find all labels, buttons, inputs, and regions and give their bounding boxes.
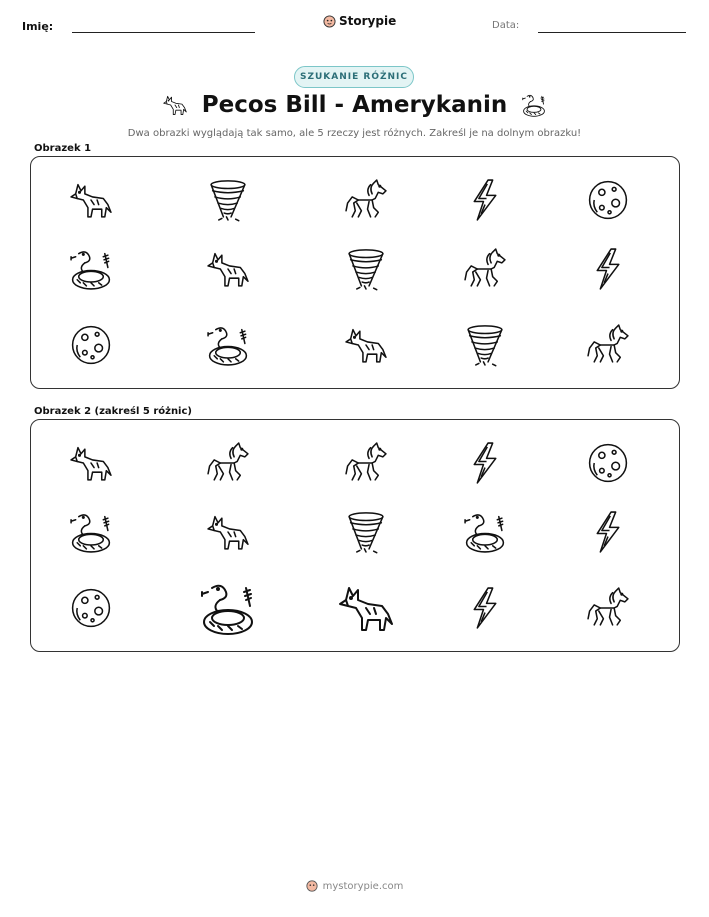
lightning-icon[interactable] bbox=[455, 578, 515, 638]
tornado-icon bbox=[198, 170, 258, 230]
lightning-icon[interactable] bbox=[455, 433, 515, 493]
horse-icon bbox=[336, 170, 396, 230]
horse-icon[interactable] bbox=[198, 433, 258, 493]
snake-icon[interactable] bbox=[455, 502, 515, 562]
snake-icon bbox=[61, 239, 121, 299]
footer bbox=[0, 880, 709, 892]
date-label: Data: bbox=[492, 20, 520, 31]
date-field[interactable] bbox=[538, 32, 686, 33]
picture2-panel[interactable] bbox=[30, 419, 680, 652]
moon-icon[interactable] bbox=[578, 433, 638, 493]
picture2-label: Obrazek 2 (zakreśl 5 różnic) bbox=[34, 406, 192, 417]
horse-icon bbox=[578, 315, 638, 375]
instructions: Dwa obrazki wyglądają tak samo, ale 5 rzeczy jest różnych. Zakreśl je na dolnym obrazku! bbox=[127, 128, 582, 139]
storypie-icon bbox=[323, 15, 336, 28]
picture1-label: Obrazek 1 bbox=[34, 143, 92, 154]
page-title: Pecos Bill - Amerykanin bbox=[201, 92, 508, 118]
picture1-panel bbox=[30, 156, 680, 389]
wolf-icon bbox=[336, 315, 396, 375]
moon-icon bbox=[578, 170, 638, 230]
wolf-icon bbox=[162, 92, 188, 118]
horse-icon[interactable] bbox=[336, 433, 396, 493]
moon-icon[interactable] bbox=[61, 578, 121, 638]
moon-icon bbox=[61, 315, 121, 375]
name-label: Imię: bbox=[22, 20, 54, 33]
tornado-icon[interactable] bbox=[336, 502, 396, 562]
tornado-icon bbox=[336, 239, 396, 299]
storypie-icon bbox=[306, 880, 318, 892]
worksheet-type-badge: SZUKANIE RÓŻNIC bbox=[294, 66, 414, 88]
snake-icon[interactable] bbox=[61, 502, 121, 562]
wolf-icon bbox=[61, 170, 121, 230]
snake-icon bbox=[521, 92, 547, 118]
brand-name: Storypie bbox=[339, 14, 397, 28]
footer-site: mystorypie.com bbox=[322, 880, 404, 892]
snake-icon[interactable] bbox=[198, 578, 258, 638]
wolf-icon[interactable] bbox=[198, 502, 258, 562]
wolf-icon[interactable] bbox=[61, 433, 121, 493]
horse-icon bbox=[455, 239, 515, 299]
wolf-icon[interactable] bbox=[336, 578, 396, 638]
lightning-icon bbox=[455, 170, 515, 230]
tornado-icon bbox=[455, 315, 515, 375]
lightning-icon[interactable] bbox=[578, 502, 638, 562]
name-field[interactable] bbox=[72, 32, 255, 33]
title-row bbox=[0, 92, 709, 118]
snake-icon bbox=[198, 315, 258, 375]
wolf-icon bbox=[198, 239, 258, 299]
horse-icon[interactable] bbox=[578, 578, 638, 638]
lightning-icon bbox=[578, 239, 638, 299]
brand-logo bbox=[323, 14, 396, 28]
